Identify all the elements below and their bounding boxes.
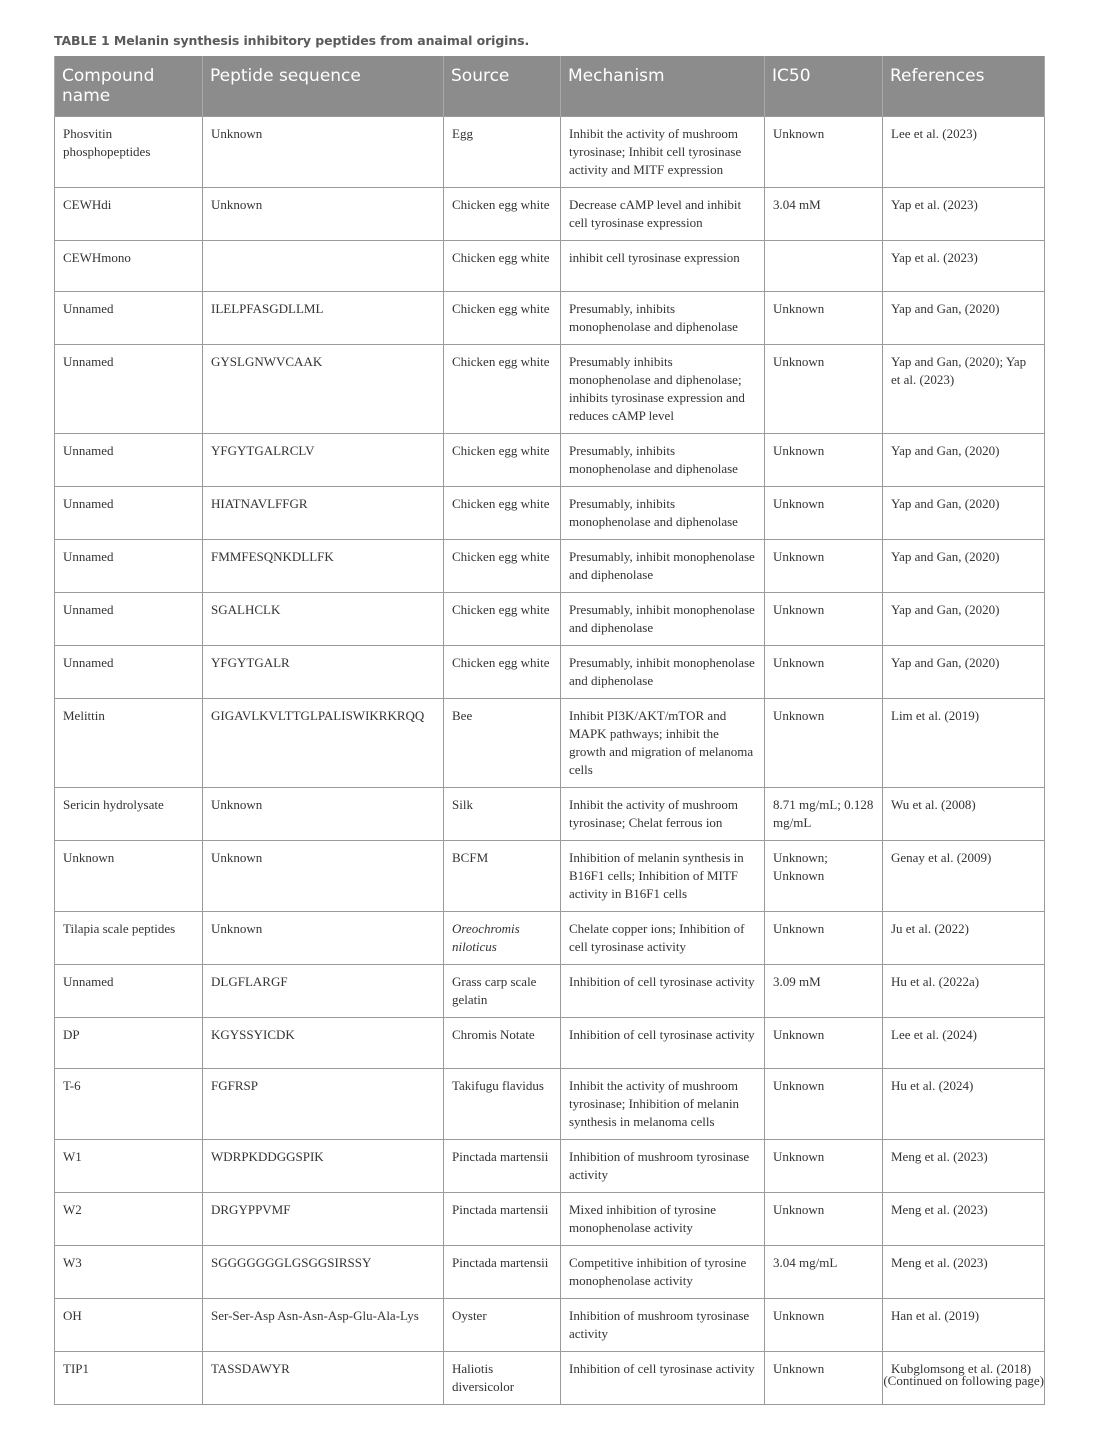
reference-link[interactable]: Wu et al. (2008)	[883, 788, 1045, 841]
peptide-sequence-cell: Ser-Ser-Asp Asn-Asn-Asp-Glu-Ala-Lys	[203, 1299, 444, 1352]
table-row	[55, 646, 1045, 699]
peptide-sequence-cell: HIATNAVLFFGR	[203, 487, 444, 540]
ic50-cell: Unknown	[765, 1352, 883, 1405]
reference-link[interactable]: Han et al. (2019)	[883, 1299, 1045, 1352]
mechanism-cell: inhibit cell tyrosinase expression	[561, 241, 765, 292]
ic50-cell: Unknown	[765, 1018, 883, 1069]
table-row	[55, 241, 1045, 292]
reference-link[interactable]: Kubglomsong et al. (2018)	[883, 1352, 1045, 1405]
reference-link[interactable]: Lee et al. (2024)	[883, 1018, 1045, 1069]
mechanism-cell: Presumably, inhibits monophenolase and diphenolase	[561, 487, 765, 540]
source-cell: Egg	[444, 117, 561, 188]
mechanism-cell: Presumably, inhibit monophenolase and diphenolase	[561, 646, 765, 699]
compound-name-cell: Unknown	[55, 841, 203, 912]
reference-link[interactable]: Yap and Gan, (2020)	[883, 646, 1045, 699]
reference-link[interactable]: Ju et al. (2022)	[883, 912, 1045, 965]
peptide-sequence-cell: KGYSSYICDK	[203, 1018, 444, 1069]
table-row	[55, 117, 1045, 188]
peptide-sequence-cell: FMMFESQNKDLLFK	[203, 540, 444, 593]
mechanism-cell: Inhibit the activity of mushroom tyrosinase; Inhibition of melanin synthesis in melanoma cells	[561, 1069, 765, 1140]
table-row	[55, 188, 1045, 241]
reference-link[interactable]: Hu et al. (2024)	[883, 1069, 1045, 1140]
ic50-cell: 3.04 mM	[765, 188, 883, 241]
source-cell: Chicken egg white	[444, 540, 561, 593]
ic50-cell: Unknown	[765, 1299, 883, 1352]
compound-name-cell: Unnamed	[55, 487, 203, 540]
compound-name-cell: CEWHmono	[55, 241, 203, 292]
source-cell: Oreochromis niloticus	[444, 912, 561, 965]
peptide-sequence-cell: Unknown	[203, 912, 444, 965]
table-row	[55, 1069, 1045, 1140]
compound-name-cell: T-6	[55, 1069, 203, 1140]
mechanism-cell: Inhibition of mushroom tyrosinase activity	[561, 1299, 765, 1352]
source-cell: Bee	[444, 699, 561, 788]
source-cell: Pinctada martensii	[444, 1140, 561, 1193]
ic50-cell: Unknown	[765, 292, 883, 345]
reference-link[interactable]: Yap et al. (2023)	[883, 241, 1045, 292]
compound-name-cell: Sericin hydrolysate	[55, 788, 203, 841]
header-mechanism: Mechanism	[561, 56, 765, 117]
header-references: References	[883, 56, 1045, 117]
peptide-sequence-cell: Unknown	[203, 841, 444, 912]
peptide-sequence-cell: TASSDAWYR	[203, 1352, 444, 1405]
table-row	[55, 1018, 1045, 1069]
reference-link[interactable]: Yap and Gan, (2020)	[883, 292, 1045, 345]
compound-name-cell: Phosvitin phosphopeptides	[55, 117, 203, 188]
reference-link[interactable]: Meng et al. (2023)	[883, 1246, 1045, 1299]
reference-link[interactable]: Yap and Gan, (2020)	[883, 593, 1045, 646]
peptide-sequence-cell: GIGAVLKVLTTGLPALISWIKRKRQQ	[203, 699, 444, 788]
compound-name-cell: OH	[55, 1299, 203, 1352]
mechanism-cell: Decrease cAMP level and inhibit cell tyrosinase expression	[561, 188, 765, 241]
peptide-table	[54, 56, 1045, 1405]
compound-name-cell: Melittin	[55, 699, 203, 788]
peptide-sequence-cell: YFGYTGALRCLV	[203, 434, 444, 487]
ic50-cell: 8.71 mg/mL; 0.128 mg/mL	[765, 788, 883, 841]
peptide-sequence-cell: Unknown	[203, 788, 444, 841]
source-cell: Chicken egg white	[444, 487, 561, 540]
source-cell: Chromis Notate	[444, 1018, 561, 1069]
ic50-cell: Unknown	[765, 699, 883, 788]
source-cell: Pinctada martensii	[444, 1246, 561, 1299]
ic50-cell: Unknown	[765, 540, 883, 593]
mechanism-cell: Presumably, inhibits monophenolase and diphenolase	[561, 292, 765, 345]
peptide-sequence-cell: FGFRSP	[203, 1069, 444, 1140]
mechanism-cell: Inhibition of mushroom tyrosinase activity	[561, 1140, 765, 1193]
ic50-cell: Unknown	[765, 487, 883, 540]
mechanism-cell: Inhibition of cell tyrosinase activity	[561, 965, 765, 1018]
source-cell: Oyster	[444, 1299, 561, 1352]
compound-name-cell: Unnamed	[55, 540, 203, 593]
peptide-sequence-cell: WDRPKDDGGSPIK	[203, 1140, 444, 1193]
ic50-cell: 3.09 mM	[765, 965, 883, 1018]
table-row	[55, 1140, 1045, 1193]
ic50-cell: Unknown	[765, 912, 883, 965]
ic50-cell: Unknown; Unknown	[765, 841, 883, 912]
peptide-sequence-cell: DRGYPPVMF	[203, 1193, 444, 1246]
reference-link[interactable]: Lim et al. (2019)	[883, 699, 1045, 788]
source-cell: Chicken egg white	[444, 292, 561, 345]
mechanism-cell: Mixed inhibition of tyrosine monophenolase activity	[561, 1193, 765, 1246]
reference-link[interactable]: Meng et al. (2023)	[883, 1193, 1045, 1246]
source-cell: BCFM	[444, 841, 561, 912]
mechanism-cell: Competitive inhibition of tyrosine monophenolase activity	[561, 1246, 765, 1299]
peptide-sequence-cell: GYSLGNWVCAAK	[203, 345, 444, 434]
table-row	[55, 965, 1045, 1018]
reference-link[interactable]: Yap et al. (2023)	[883, 188, 1045, 241]
ic50-cell: Unknown	[765, 345, 883, 434]
mechanism-cell: Chelate copper ions; Inhibition of cell tyrosinase activity	[561, 912, 765, 965]
mechanism-cell: Inhibition of cell tyrosinase activity	[561, 1352, 765, 1405]
source-cell: Haliotis diversicolor	[444, 1352, 561, 1405]
table-row	[55, 540, 1045, 593]
table-row	[55, 593, 1045, 646]
mechanism-cell: Presumably inhibits monophenolase and diphenolase; inhibits tyrosinase expression and reduces cAMP level	[561, 345, 765, 434]
table-row	[55, 1246, 1045, 1299]
compound-name-cell: Unnamed	[55, 965, 203, 1018]
reference-link[interactable]: Yap and Gan, (2020)	[883, 487, 1045, 540]
mechanism-cell: Inhibit the activity of mushroom tyrosinase; Inhibit cell tyrosinase activity and MITF expression	[561, 117, 765, 188]
compound-name-cell: Unnamed	[55, 434, 203, 487]
source-cell: Chicken egg white	[444, 646, 561, 699]
mechanism-cell: Presumably, inhibit monophenolase and diphenolase	[561, 593, 765, 646]
ic50-cell: Unknown	[765, 593, 883, 646]
mechanism-cell: Inhibition of melanin synthesis in B16F1 cells; Inhibition of MITF activity in B16F1 cells	[561, 841, 765, 912]
table-row	[55, 788, 1045, 841]
peptide-sequence-cell	[203, 241, 444, 292]
source-cell: Chicken egg white	[444, 434, 561, 487]
mechanism-cell: Inhibit the activity of mushroom tyrosinase; Chelat ferrous ion	[561, 788, 765, 841]
compound-name-cell: W1	[55, 1140, 203, 1193]
compound-name-cell: Unnamed	[55, 646, 203, 699]
reference-link[interactable]: Hu et al. (2022a)	[883, 965, 1045, 1018]
table-row	[55, 1299, 1045, 1352]
reference-link[interactable]: Lee et al. (2023)	[883, 117, 1045, 188]
header-source: Source	[444, 56, 561, 117]
reference-link[interactable]: Meng et al. (2023)	[883, 1140, 1045, 1193]
mechanism-cell: Inhibit PI3K/AKT/mTOR and MAPK pathways; inhibit the growth and migration of melanoma cells	[561, 699, 765, 788]
table-row	[55, 487, 1045, 540]
reference-link[interactable]: Yap and Gan, (2020); Yap et al. (2023)	[883, 345, 1045, 434]
source-cell: Chicken egg white	[444, 188, 561, 241]
compound-name-cell: Unnamed	[55, 292, 203, 345]
ic50-cell: Unknown	[765, 646, 883, 699]
ic50-cell: 3.04 mg/mL	[765, 1246, 883, 1299]
table-row	[55, 292, 1045, 345]
source-cell: Chicken egg white	[444, 593, 561, 646]
peptide-sequence-cell: SGGGGGGGLGSGGSIRSSY	[203, 1246, 444, 1299]
compound-name-cell: Unnamed	[55, 593, 203, 646]
table-row	[55, 699, 1045, 788]
source-cell: Chicken egg white	[444, 345, 561, 434]
ic50-cell	[765, 241, 883, 292]
source-cell: Silk	[444, 788, 561, 841]
table-caption: TABLE 1 Melanin synthesis inhibitory peptides from anaimal origins.	[54, 33, 530, 48]
compound-name-cell: Tilapia scale peptides	[55, 912, 203, 965]
compound-name-cell: Unnamed	[55, 345, 203, 434]
compound-name-cell: CEWHdi	[55, 188, 203, 241]
peptide-sequence-cell: Unknown	[203, 117, 444, 188]
compound-name-cell: TIP1	[55, 1352, 203, 1405]
ic50-cell: Unknown	[765, 117, 883, 188]
table-row	[55, 841, 1045, 912]
table-row	[55, 434, 1045, 487]
peptide-sequence-cell: YFGYTGALR	[203, 646, 444, 699]
source-cell: Takifugu flavidus	[444, 1069, 561, 1140]
header-compound-name: Compound name	[55, 56, 203, 117]
peptide-sequence-cell: ILELPFASGDLLML	[203, 292, 444, 345]
peptide-sequence-cell: DLGFLARGF	[203, 965, 444, 1018]
table-header-row	[55, 56, 1045, 117]
source-cell: Chicken egg white	[444, 241, 561, 292]
mechanism-cell: Presumably, inhibits monophenolase and diphenolase	[561, 434, 765, 487]
table-row	[55, 345, 1045, 434]
compound-name-cell: W3	[55, 1246, 203, 1299]
continued-note: (Continued on following page)	[883, 1373, 1044, 1388]
ic50-cell: Unknown	[765, 434, 883, 487]
peptide-sequence-cell: SGALHCLK	[203, 593, 444, 646]
reference-link[interactable]: Genay et al. (2009)	[883, 841, 1045, 912]
header-ic50: IC50	[765, 56, 883, 117]
reference-link[interactable]: Yap and Gan, (2020)	[883, 540, 1045, 593]
compound-name-cell: W2	[55, 1193, 203, 1246]
compound-name-cell: DP	[55, 1018, 203, 1069]
table-row	[55, 1193, 1045, 1246]
mechanism-cell: Presumably, inhibit monophenolase and diphenolase	[561, 540, 765, 593]
mechanism-cell: Inhibition of cell tyrosinase activity	[561, 1018, 765, 1069]
source-cell: Pinctada martensii	[444, 1193, 561, 1246]
ic50-cell: Unknown	[765, 1193, 883, 1246]
ic50-cell: Unknown	[765, 1140, 883, 1193]
reference-link[interactable]: Yap and Gan, (2020)	[883, 434, 1045, 487]
ic50-cell: Unknown	[765, 1069, 883, 1140]
header-peptide-sequence: Peptide sequence	[203, 56, 444, 117]
table-row	[55, 912, 1045, 965]
source-cell: Grass carp scale gelatin	[444, 965, 561, 1018]
peptide-sequence-cell: Unknown	[203, 188, 444, 241]
